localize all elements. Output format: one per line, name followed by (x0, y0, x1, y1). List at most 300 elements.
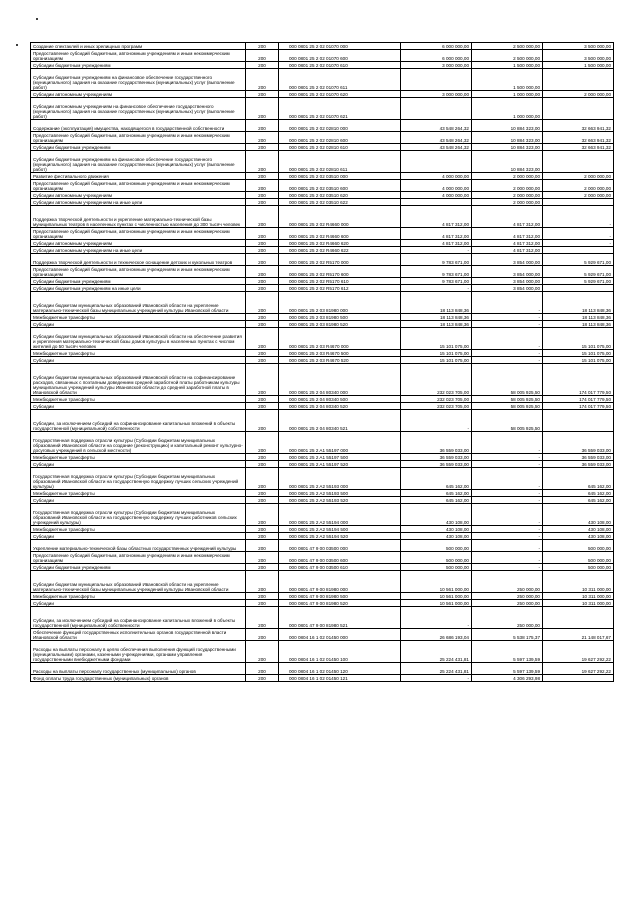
table-row (31, 132, 614, 144)
approved-amount: - (401, 675, 472, 682)
line-item-name: Субсидии автономным учреждениям (31, 192, 246, 199)
executed-amount: 3 854 000,00 (472, 278, 543, 285)
line-code: 200 (246, 540, 279, 552)
budget-classification-code: 000 0801 25 2 A2 55193 520 (279, 497, 401, 504)
line-code: 200 (246, 552, 279, 564)
line-code: 200 (246, 292, 279, 314)
line-item-name: Субсидии бюджетным учреждениям на финансовое обеспечение государственного (муниципального) задания на оказание государственных (муниципальных) услуг (выполнение работ) (31, 151, 246, 173)
unexecuted-amount: 3 500 000,00 (543, 43, 614, 50)
budget-classification-code: 000 0801 25 2 04 80340 500 (279, 396, 401, 403)
executed-amount: 5 538 175,37 (472, 629, 543, 641)
line-item-name: Субсидии (31, 533, 246, 540)
approved-amount (401, 69, 472, 91)
table-row (31, 206, 614, 228)
line-item-name: Предоставление субсидий бюджетным, автономным учреждениям и иным некоммерческим организациям (31, 266, 246, 278)
unexecuted-amount: 15 101 075,00 (543, 350, 614, 357)
line-code: 200 (246, 328, 279, 350)
table-row (31, 641, 614, 663)
line-code: 200 (246, 357, 279, 364)
budget-classification-code: 000 0801 25 2 02 02810 000 (279, 120, 401, 132)
unexecuted-amount (543, 285, 614, 292)
budget-classification-code: 000 0801 25 2 02 R5170 000 (279, 254, 401, 266)
budget-classification-code: 000 0801 47 9 00 03500 000 (279, 540, 401, 552)
budget-classification-code: 000 0801 25 2 A1 55197 520 (279, 461, 401, 468)
approved-amount: 3 000 000,00 (401, 91, 472, 98)
unexecuted-amount: 18 113 848,36 (543, 321, 614, 328)
executed-amount: - (472, 328, 543, 350)
table-row (31, 357, 614, 364)
line-item-name: Предоставление субсидий бюджетным, автономным учреждениям и иным некоммерческим организациям (31, 228, 246, 240)
approved-amount: - (401, 247, 472, 254)
line-code: 200 (246, 526, 279, 533)
table-row (31, 396, 614, 403)
budget-classification-code: 000 0801 25 2 04 80340 000 (279, 364, 401, 396)
executed-amount: 3 854 000,00 (472, 266, 543, 278)
line-item-name: Субсидии бюджетным учреждениям на иные цели (31, 285, 246, 292)
budget-classification-code: 000 0801 25 2 02 01070 600 (279, 50, 401, 62)
unexecuted-amount (543, 410, 614, 432)
line-item-name: Фонд оплаты труда государственных (муниципальных) органов (31, 675, 246, 682)
budget-classification-code: 000 0801 25 2 02 01070 000 (279, 43, 401, 50)
unexecuted-amount: - (543, 228, 614, 240)
table-row (31, 91, 614, 98)
unexecuted-amount (543, 199, 614, 206)
executed-amount: 4 817 312,00 (472, 228, 543, 240)
executed-amount: - (472, 461, 543, 468)
budget-classification-code: 000 0801 25 2 03 81980 500 (279, 314, 401, 321)
table-row (31, 120, 614, 132)
executed-amount: - (472, 526, 543, 533)
line-item-name: Субсидии (31, 497, 246, 504)
unexecuted-amount: 5 929 671,00 (543, 254, 614, 266)
executed-amount: 2 000 000,00 (472, 199, 543, 206)
line-code: 200 (246, 173, 279, 180)
line-code: 200 (246, 663, 279, 675)
unexecuted-amount: 3 500 000,00 (543, 50, 614, 62)
approved-amount: 430 108,00 (401, 526, 472, 533)
line-item-name: Межбюджетные трансферты (31, 396, 246, 403)
line-code: 200 (246, 62, 279, 69)
unexecuted-amount: 32 663 941,32 (543, 132, 614, 144)
line-code: 200 (246, 629, 279, 641)
approved-amount: 4 817 312,00 (401, 228, 472, 240)
budget-classification-code: 000 0801 25 2 A2 55193 000 (279, 468, 401, 490)
line-item-name: Субсидии, за исключением субсидий на софинансирование капитальных вложений в объекты государственной (муниципальной) собственности (31, 607, 246, 629)
executed-amount: 5 597 139,59 (472, 663, 543, 675)
executed-amount: 250 000,00 (472, 607, 543, 629)
unexecuted-amount: 5 929 671,00 (543, 266, 614, 278)
executed-amount: 2 500 000,00 (472, 43, 543, 50)
table-row (31, 266, 614, 278)
line-item-name: Расходы на выплаты персоналу государственных (муниципальных) органов (31, 663, 246, 675)
line-code: 200 (246, 91, 279, 98)
line-item-name: Предоставление субсидий бюджетным, автономным учреждениям и иным некоммерческим организациям (31, 50, 246, 62)
approved-amount (401, 98, 472, 120)
executed-amount: 1 000 000,00 (472, 98, 543, 120)
budget-execution-table (30, 42, 614, 682)
approved-amount: 10 561 000,00 (401, 593, 472, 600)
table-row (31, 180, 614, 192)
budget-classification-code: 000 0801 25 2 02 R5170 600 (279, 266, 401, 278)
budget-classification-code: 000 0801 25 2 02 R4660 000 (279, 206, 401, 228)
executed-amount: 3 854 000,00 (472, 285, 543, 292)
executed-amount: 4 306 293,98 (472, 675, 543, 682)
line-code: 200 (246, 607, 279, 629)
table-row (31, 571, 614, 593)
approved-amount: 43 548 264,32 (401, 120, 472, 132)
line-item-name: Поддержка творческой деятельности и укрепление материально-технической базы муниципальных театров в населенных пунктах с численностью населения до 300 тысяч человек (31, 206, 246, 228)
line-code: 200 (246, 50, 279, 62)
budget-classification-code: 000 0801 25 2 03 R4670 000 (279, 328, 401, 350)
line-code: 200 (246, 564, 279, 571)
executed-amount: 4 817 312,00 (472, 247, 543, 254)
executed-amount: - (472, 357, 543, 364)
approved-amount: 43 548 264,32 (401, 144, 472, 151)
approved-amount: 232 023 705,00 (401, 403, 472, 410)
budget-classification-code: 000 0801 25 2 02 R5170 610 (279, 278, 401, 285)
line-item-name: Субсидии бюджетным учреждениям (31, 564, 246, 571)
line-code: 200 (246, 240, 279, 247)
approved-amount: 4 000 000,00 (401, 180, 472, 192)
budget-classification-code: 000 0801 25 2 02 03510 600 (279, 180, 401, 192)
executed-amount: - (472, 497, 543, 504)
approved-amount: 6 000 000,00 (401, 50, 472, 62)
line-item-name: Субсидии автономным учреждениям на иные цели (31, 247, 246, 254)
executed-amount: 1 000 000,00 (472, 91, 543, 98)
line-item-name: Укрепление материально-технической базы областных государственных учреждений культуры (31, 540, 246, 552)
line-item-name: Субсидии автономным учреждениям на финансовое обеспечение государственного (муниципального) задания на оказание государственных (муниципальных) услуг (выполнение работ) (31, 98, 246, 120)
line-code: 200 (246, 285, 279, 292)
line-item-name: Субсидии автономным учреждениям на иные цели (31, 199, 246, 206)
table-row (31, 292, 614, 314)
approved-amount: - (401, 285, 472, 292)
line-item-name: Субсидии (31, 600, 246, 607)
line-item-name: Расходы на выплаты персоналу в целях обеспечения выполнения функций государственными (муниципальными) органами, казенными учреждениями, органами управления государственными внебюджетными фондами (31, 641, 246, 663)
executed-amount: 58 005 925,50 (472, 364, 543, 396)
unexecuted-amount: 174 017 779,50 (543, 364, 614, 396)
line-code: 200 (246, 454, 279, 461)
line-code: 200 (246, 254, 279, 266)
unexecuted-amount: 174 017 779,50 (543, 403, 614, 410)
executed-amount: 4 817 312,00 (472, 206, 543, 228)
line-code: 200 (246, 571, 279, 593)
approved-amount: 232 023 705,00 (401, 364, 472, 396)
table-row (31, 410, 614, 432)
table-row (31, 69, 614, 91)
line-code: 200 (246, 180, 279, 192)
approved-amount: 36 559 033,00 (401, 461, 472, 468)
budget-classification-code: 000 0801 25 2 A2 55194 520 (279, 533, 401, 540)
line-item-name: Субсидии автономным учреждениям (31, 91, 246, 98)
line-item-name: Государственная поддержка отрасли культуры (Субсидии бюджетам муниципальных образований Ивановской области на создание (реконструкцию) и капитальный ремонт культурно-досуговых учреждений в сельской местности) (31, 432, 246, 454)
approved-amount: 15 101 075,00 (401, 350, 472, 357)
executed-amount: 58 005 925,50 (472, 403, 543, 410)
budget-classification-code: 000 0801 25 2 02 01070 620 (279, 91, 401, 98)
line-item-name: Субсидии (31, 321, 246, 328)
unexecuted-amount: 174 017 779,50 (543, 396, 614, 403)
approved-amount: 26 686 193,04 (401, 629, 472, 641)
budget-classification-code: 000 0801 25 2 A2 55194 000 (279, 504, 401, 526)
unexecuted-amount: 32 663 941,32 (543, 120, 614, 132)
unexecuted-amount: 500 000,00 (543, 564, 614, 571)
approved-amount: - (401, 607, 472, 629)
budget-classification-code: 000 0801 25 2 02 02810 600 (279, 132, 401, 144)
approved-amount: 43 548 264,32 (401, 132, 472, 144)
table-row (31, 454, 614, 461)
table-row (31, 526, 614, 533)
line-code: 200 (246, 43, 279, 50)
table-row (31, 552, 614, 564)
executed-amount: 58 005 925,50 (472, 396, 543, 403)
unexecuted-amount: 32 663 941,32 (543, 144, 614, 151)
table-row (31, 564, 614, 571)
unexecuted-amount: 36 559 033,00 (543, 461, 614, 468)
line-code: 200 (246, 314, 279, 321)
budget-classification-code: 000 0801 47 9 00 81980 521 (279, 607, 401, 629)
table-row (31, 240, 614, 247)
line-item-name: Поддержка творческой деятельности и техническое оснащение детских и кукольных театров (31, 254, 246, 266)
budget-classification-code: 000 0801 25 2 02 03510 000 (279, 173, 401, 180)
approved-amount: 4 000 000,00 (401, 192, 472, 199)
line-item-name: Предоставление субсидий бюджетным, автономным учреждениям и иным некоммерческим организациям (31, 552, 246, 564)
line-code: 200 (246, 396, 279, 403)
table-row (31, 43, 614, 50)
approved-amount: 4 817 312,00 (401, 206, 472, 228)
budget-classification-code: 000 0801 25 2 02 01070 621 (279, 98, 401, 120)
executed-amount: - (472, 490, 543, 497)
executed-amount: - (472, 454, 543, 461)
budget-classification-code: 000 0801 25 2 A2 55194 500 (279, 526, 401, 533)
unexecuted-amount: 645 162,00 (543, 490, 614, 497)
approved-amount: 15 101 075,00 (401, 328, 472, 350)
approved-amount: 500 000,00 (401, 540, 472, 552)
unexecuted-amount: 2 000 000,00 (543, 91, 614, 98)
unexecuted-amount: 10 311 000,00 (543, 571, 614, 593)
table-row (31, 600, 614, 607)
budget-classification-code: 000 0801 25 2 02 R4660 600 (279, 228, 401, 240)
unexecuted-amount: 645 162,00 (543, 497, 614, 504)
table-row (31, 540, 614, 552)
table-row (31, 504, 614, 526)
approved-amount: 430 108,00 (401, 533, 472, 540)
approved-amount: 25 224 431,81 (401, 641, 472, 663)
line-code: 200 (246, 461, 279, 468)
unexecuted-amount: 5 929 671,00 (543, 278, 614, 285)
approved-amount: 9 783 671,00 (401, 266, 472, 278)
line-item-name: Создание спектаклей и иных зрелищных программ (31, 43, 246, 50)
budget-classification-code: 000 0801 25 2 02 01070 610 (279, 62, 401, 69)
approved-amount: 18 113 848,36 (401, 292, 472, 314)
table-row (31, 278, 614, 285)
line-code: 200 (246, 675, 279, 682)
budget-classification-code: 000 0801 25 2 A1 55197 000 (279, 432, 401, 454)
budget-classification-code: 000 0801 47 9 00 81980 500 (279, 593, 401, 600)
executed-amount: - (472, 292, 543, 314)
line-code: 200 (246, 144, 279, 151)
executed-amount: - (472, 540, 543, 552)
budget-classification-code: 000 0801 25 2 03 81980 000 (279, 292, 401, 314)
executed-amount: 2 000 000,00 (472, 173, 543, 180)
line-item-name: Субсидии бюджетам муниципальных образований Ивановской области на обеспечение развития и укрепления материально-технической базы домов культуры в населенных пунктах с числом жителей до 50 тысяч человек (31, 328, 246, 350)
line-item-name: Межбюджетные трансферты (31, 350, 246, 357)
executed-amount: - (472, 432, 543, 454)
budget-classification-code: 000 0801 25 2 04 80340 520 (279, 403, 401, 410)
line-code: 200 (246, 410, 279, 432)
budget-classification-code: 000 0801 47 9 00 03500 610 (279, 564, 401, 571)
table-row (31, 199, 614, 206)
executed-amount: - (472, 533, 543, 540)
approved-amount: 10 561 000,00 (401, 571, 472, 593)
table-row (31, 151, 614, 173)
table-row (31, 629, 614, 641)
executed-amount: 1 500 000,00 (472, 69, 543, 91)
line-item-name: Субсидии (31, 461, 246, 468)
line-item-name: Субсидии автономным учреждениям (31, 240, 246, 247)
unexecuted-amount (543, 247, 614, 254)
scan-speck (16, 44, 18, 46)
executed-amount: - (472, 504, 543, 526)
executed-amount: 250 000,00 (472, 593, 543, 600)
line-code: 200 (246, 533, 279, 540)
line-item-name: Субсидии, за исключением субсидий на софинансирование капитальных вложений в объекты государственной (муниципальной) собственности (31, 410, 246, 432)
line-code: 200 (246, 247, 279, 254)
line-item-name: Субсидии бюджетным учреждениям (31, 278, 246, 285)
table-row (31, 461, 614, 468)
unexecuted-amount: 430 108,00 (543, 526, 614, 533)
executed-amount: 58 005 925,50 (472, 410, 543, 432)
budget-classification-code: 000 0804 16 1 02 01450 121 (279, 675, 401, 682)
line-code: 200 (246, 468, 279, 490)
unexecuted-amount: 15 101 075,00 (543, 328, 614, 350)
line-code: 200 (246, 199, 279, 206)
executed-amount: 2 000 000,00 (472, 192, 543, 199)
budget-classification-code: 000 0801 25 2 02 02810 611 (279, 151, 401, 173)
budget-classification-code: 000 0801 25 2 03 81980 520 (279, 321, 401, 328)
budget-classification-code: 000 0801 25 2 02 R4660 622 (279, 247, 401, 254)
table-row (31, 533, 614, 540)
unexecuted-amount: 18 113 848,36 (543, 314, 614, 321)
line-code: 200 (246, 432, 279, 454)
unexecuted-amount (543, 69, 614, 91)
unexecuted-amount: 2 000 000,00 (543, 173, 614, 180)
executed-amount: 3 854 000,00 (472, 254, 543, 266)
budget-classification-code: 000 0801 25 2 A1 55197 500 (279, 454, 401, 461)
line-code: 200 (246, 206, 279, 228)
line-item-name: Межбюджетные трансферты (31, 526, 246, 533)
budget-classification-code: 000 0804 16 1 02 01450 100 (279, 641, 401, 663)
executed-amount: - (472, 564, 543, 571)
executed-amount: - (472, 321, 543, 328)
line-code: 200 (246, 69, 279, 91)
table-row (31, 50, 614, 62)
unexecuted-amount: 500 000,00 (543, 552, 614, 564)
unexecuted-amount: 645 162,00 (543, 468, 614, 490)
table-row (31, 321, 614, 328)
budget-classification-code: 000 0801 47 9 00 81980 520 (279, 600, 401, 607)
approved-amount: 15 101 075,00 (401, 357, 472, 364)
unexecuted-amount: 18 113 848,36 (543, 292, 614, 314)
unexecuted-amount: 430 108,00 (543, 504, 614, 526)
approved-amount: 36 559 033,00 (401, 454, 472, 461)
line-code: 200 (246, 192, 279, 199)
line-code: 200 (246, 321, 279, 328)
line-code: 200 (246, 278, 279, 285)
line-code: 200 (246, 641, 279, 663)
line-item-name: Межбюджетные трансферты (31, 490, 246, 497)
line-item-name: Предоставление субсидий бюджетным, автономным учреждениям и иным некоммерческим организациям (31, 132, 246, 144)
executed-amount: 250 000,00 (472, 600, 543, 607)
line-code: 200 (246, 98, 279, 120)
approved-amount: 6 000 000,00 (401, 43, 472, 50)
unexecuted-amount: 2 000 000,00 (543, 192, 614, 199)
executed-amount: - (472, 314, 543, 321)
table-row (31, 144, 614, 151)
unexecuted-amount (543, 675, 614, 682)
unexecuted-amount: 19 627 292,22 (543, 663, 614, 675)
line-item-name: Содержание (эксплуатация) имущества, находящегося в государственной собственности (31, 120, 246, 132)
unexecuted-amount: - (543, 240, 614, 247)
table-row (31, 62, 614, 69)
approved-amount: 10 561 000,00 (401, 600, 472, 607)
line-item-name: Субсидии бюджетам муниципальных образований Ивановской области на укрепление материально-технической базы муниципальных учреждений культуры Ивановской области (31, 571, 246, 593)
line-code: 200 (246, 600, 279, 607)
line-item-name: Межбюджетные трансферты (31, 454, 246, 461)
executed-amount: 1 500 000,00 (472, 62, 543, 69)
table-row (31, 663, 614, 675)
unexecuted-amount: 2 000 000,00 (543, 180, 614, 192)
line-item-name: Государственная поддержка отрасли культуры (Субсидии бюджетам муниципальных образований Ивановской области на государственную поддержку лучших работников сельских учреждений культуры) (31, 504, 246, 526)
line-item-name: Развитие фестивального движения (31, 173, 246, 180)
budget-classification-code: 000 0801 47 9 00 81980 000 (279, 571, 401, 593)
unexecuted-amount: 15 101 075,00 (543, 357, 614, 364)
table-row (31, 607, 614, 629)
approved-amount: 18 113 848,36 (401, 314, 472, 321)
unexecuted-amount (543, 607, 614, 629)
unexecuted-amount: 21 148 017,67 (543, 629, 614, 641)
line-code: 200 (246, 120, 279, 132)
unexecuted-amount: 36 559 033,00 (543, 454, 614, 461)
line-item-name: Предоставление субсидий бюджетным, автономным учреждениям и иным некоммерческим организациям (31, 180, 246, 192)
table-row (31, 403, 614, 410)
table-row (31, 490, 614, 497)
table-row (31, 285, 614, 292)
table-row (31, 364, 614, 396)
executed-amount: 10 884 323,00 (472, 132, 543, 144)
table-row (31, 314, 614, 321)
line-item-name: Субсидии бюджетным учреждениям (31, 62, 246, 69)
approved-amount: 25 224 431,81 (401, 663, 472, 675)
line-code: 200 (246, 132, 279, 144)
budget-classification-code: 000 0801 25 2 02 01070 611 (279, 69, 401, 91)
line-item-name: Межбюджетные трансферты (31, 593, 246, 600)
budget-classification-code: 000 0801 25 2 04 80340 521 (279, 410, 401, 432)
unexecuted-amount (543, 98, 614, 120)
budget-classification-code: 000 0801 25 2 02 03510 620 (279, 192, 401, 199)
table-row (31, 254, 614, 266)
line-item-name: Межбюджетные трансферты (31, 314, 246, 321)
unexecuted-amount: 10 311 000,00 (543, 600, 614, 607)
line-item-name: Государственная поддержка отрасли культуры (Субсидии бюджетам муниципальных образований Ивановской области на государственную поддержку лучших сельских учреждений культуры) (31, 468, 246, 490)
unexecuted-amount: 36 559 033,00 (543, 432, 614, 454)
line-code: 200 (246, 364, 279, 396)
unexecuted-amount: - (543, 206, 614, 228)
line-code: 200 (246, 403, 279, 410)
table-row (31, 192, 614, 199)
line-code: 200 (246, 350, 279, 357)
approved-amount: 3 000 000,00 (401, 62, 472, 69)
executed-amount: 10 884 323,00 (472, 144, 543, 151)
line-code: 200 (246, 497, 279, 504)
